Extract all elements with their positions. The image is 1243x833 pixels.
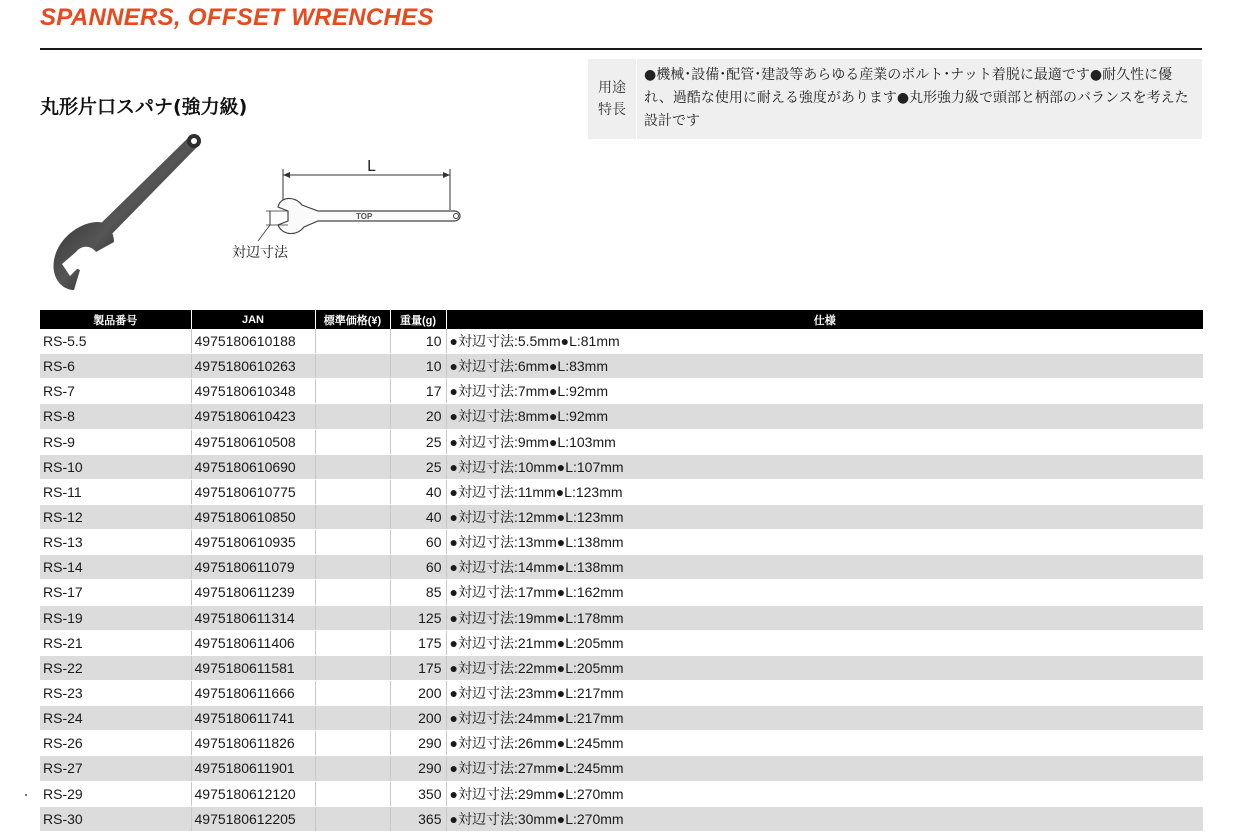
cell-product-code: RS-27: [40, 756, 191, 781]
cell-weight: 175: [390, 655, 446, 680]
table-row: [40, 756, 1203, 781]
cell-price: [315, 454, 390, 479]
cell-weight: 25: [390, 454, 446, 479]
cell-product-code: RS-10: [40, 454, 191, 479]
cell-weight: 17: [390, 379, 446, 404]
usage-features-box: [588, 59, 1202, 139]
table-row: [40, 329, 1203, 354]
cell-weight: 25: [390, 429, 446, 454]
table-row: [40, 580, 1203, 605]
cell-spec: ●対辺寸法:27mm●L:245mm: [446, 756, 1203, 781]
cell-price: [315, 530, 390, 555]
cell-product-code: RS-9: [40, 429, 191, 454]
table-row: [40, 706, 1203, 731]
table-row: [40, 504, 1203, 529]
cell-spec: ●対辺寸法:21mm●L:205mm: [446, 630, 1203, 655]
product-spec-table: [40, 310, 1203, 832]
cell-price: [315, 731, 390, 756]
cell-price: [315, 756, 390, 781]
cell-jan: 4975180610690: [191, 454, 315, 479]
usage-description: ●機械･設備･配管･建設等あらゆる産業のボルト･ナット着脱に最適です●耐久性に優れ、過酷な使用に耐える強度があります●丸形強力級で頭部と柄部のバランスを考えた設計です: [644, 67, 1189, 129]
cell-spec: ●対辺寸法:17mm●L:162mm: [446, 580, 1203, 605]
table-row: [40, 555, 1203, 580]
table-body: [40, 329, 1203, 831]
catalog-section-title: SPANNERS, OFFSET WRENCHES: [40, 4, 434, 31]
table-row: [40, 429, 1203, 454]
cell-product-code: RS-6: [40, 354, 191, 379]
cell-spec: ●対辺寸法:23mm●L:217mm: [446, 680, 1203, 705]
cell-product-code: RS-17: [40, 580, 191, 605]
cell-jan: 4975180610850: [191, 504, 315, 529]
cell-weight: 20: [390, 404, 446, 429]
cell-jan: 4975180610423: [191, 404, 315, 429]
header-product-code: 製品番号: [40, 310, 191, 329]
cell-product-code: RS-22: [40, 655, 191, 680]
cell-product-code: RS-7: [40, 379, 191, 404]
cell-product-code: RS-29: [40, 781, 191, 806]
cell-price: [315, 404, 390, 429]
cell-price: [315, 479, 390, 504]
cell-price: [315, 680, 390, 705]
usage-label: [588, 59, 637, 139]
cell-price: [315, 580, 390, 605]
cell-spec: ●対辺寸法:11mm●L:123mm: [446, 479, 1203, 504]
spanner-dimension-diagram: [228, 155, 468, 250]
table-header-row: [40, 310, 1203, 329]
cell-jan: 4975180611826: [191, 731, 315, 756]
cell-price: [315, 379, 390, 404]
cell-jan: 4975180610508: [191, 429, 315, 454]
cell-weight: 60: [390, 530, 446, 555]
cell-jan: 4975180610348: [191, 379, 315, 404]
cell-product-code: RS-19: [40, 605, 191, 630]
cell-weight: 200: [390, 680, 446, 705]
cell-price: [315, 555, 390, 580]
cell-spec: ●対辺寸法:12mm●L:123mm: [446, 504, 1203, 529]
table-row: [40, 530, 1203, 555]
cell-price: [315, 655, 390, 680]
cell-jan: 4975180611741: [191, 706, 315, 731]
cell-weight: 85: [390, 580, 446, 605]
cell-product-code: RS-26: [40, 731, 191, 756]
header-spec: 仕様: [446, 310, 1203, 329]
cell-price: [315, 806, 390, 831]
spanner-photo: [40, 130, 205, 295]
brand-mark: TOP: [356, 212, 373, 221]
header-jan: JAN: [191, 310, 315, 329]
cell-product-code: RS-23: [40, 680, 191, 705]
cell-product-code: RS-8: [40, 404, 191, 429]
cell-weight: 10: [390, 354, 446, 379]
table-row: [40, 605, 1203, 630]
cell-price: [315, 706, 390, 731]
cell-weight: 60: [390, 555, 446, 580]
table-row: [40, 354, 1203, 379]
cell-jan: 4975180611239: [191, 580, 315, 605]
table-row: [40, 806, 1203, 831]
cell-spec: ●対辺寸法:10mm●L:107mm: [446, 454, 1203, 479]
across-flats-label: 対辺寸法: [232, 245, 288, 261]
table-row: [40, 781, 1203, 806]
cell-spec: ●対辺寸法:24mm●L:217mm: [446, 706, 1203, 731]
cell-spec: ●対辺寸法:19mm●L:178mm: [446, 605, 1203, 630]
cell-spec: ●対辺寸法:13mm●L:138mm: [446, 530, 1203, 555]
cell-product-code: RS-11: [40, 479, 191, 504]
cell-jan: 4975180612205: [191, 806, 315, 831]
stray-dot: [25, 794, 27, 796]
length-dimension-label: L: [367, 157, 376, 175]
header-price: 標準価格(¥): [315, 310, 390, 329]
header-weight: 重量(g): [390, 310, 446, 329]
cell-jan: 4975180611406: [191, 630, 315, 655]
cell-product-code: RS-24: [40, 706, 191, 731]
cell-price: [315, 630, 390, 655]
cell-weight: 175: [390, 630, 446, 655]
cell-jan: 4975180612120: [191, 781, 315, 806]
product-title: 丸形片口スパナ(強力級): [40, 96, 248, 118]
table-row: [40, 680, 1203, 705]
table-row: [40, 379, 1203, 404]
table-row: [40, 655, 1203, 680]
cell-jan: 4975180610935: [191, 530, 315, 555]
cell-spec: ●対辺寸法:6mm●L:83mm: [446, 354, 1203, 379]
cell-jan: 4975180610263: [191, 354, 315, 379]
cell-weight: 290: [390, 731, 446, 756]
cell-jan: 4975180610188: [191, 329, 315, 354]
usage-label-line1: 用途: [598, 80, 626, 96]
cell-price: [315, 504, 390, 529]
cell-product-code: RS-13: [40, 530, 191, 555]
table-row: [40, 731, 1203, 756]
cell-spec: ●対辺寸法:29mm●L:270mm: [446, 781, 1203, 806]
cell-jan: 4975180611314: [191, 605, 315, 630]
cell-spec: ●対辺寸法:7mm●L:92mm: [446, 379, 1203, 404]
cell-weight: 40: [390, 479, 446, 504]
cell-weight: 350: [390, 781, 446, 806]
table-row: [40, 479, 1203, 504]
cell-spec: ●対辺寸法:14mm●L:138mm: [446, 555, 1203, 580]
cell-product-code: RS-21: [40, 630, 191, 655]
cell-spec: ●対辺寸法:9mm●L:103mm: [446, 429, 1203, 454]
cell-product-code: RS-5.5: [40, 329, 191, 354]
cell-jan: 4975180611079: [191, 555, 315, 580]
cell-product-code: RS-14: [40, 555, 191, 580]
table-row: [40, 404, 1203, 429]
cell-weight: 290: [390, 756, 446, 781]
cell-spec: ●対辺寸法:26mm●L:245mm: [446, 731, 1203, 756]
usage-label-line2: 特長: [598, 102, 626, 118]
cell-price: [315, 329, 390, 354]
cell-jan: 4975180611666: [191, 680, 315, 705]
cell-weight: 125: [390, 605, 446, 630]
cell-spec: ●対辺寸法:22mm●L:205mm: [446, 655, 1203, 680]
cell-price: [315, 605, 390, 630]
cell-weight: 365: [390, 806, 446, 831]
cell-spec: ●対辺寸法:8mm●L:92mm: [446, 404, 1203, 429]
header-divider: [40, 48, 1202, 50]
cell-weight: 10: [390, 329, 446, 354]
cell-jan: 4975180611901: [191, 756, 315, 781]
cell-price: [315, 429, 390, 454]
cell-jan: 4975180610775: [191, 479, 315, 504]
cell-spec: ●対辺寸法:5.5mm●L:81mm: [446, 329, 1203, 354]
cell-weight: 200: [390, 706, 446, 731]
table-row: [40, 454, 1203, 479]
cell-price: [315, 354, 390, 379]
cell-jan: 4975180611581: [191, 655, 315, 680]
cell-product-code: RS-12: [40, 504, 191, 529]
cell-product-code: RS-30: [40, 806, 191, 831]
cell-spec: ●対辺寸法:30mm●L:270mm: [446, 806, 1203, 831]
cell-price: [315, 781, 390, 806]
table-row: [40, 630, 1203, 655]
cell-weight: 40: [390, 504, 446, 529]
